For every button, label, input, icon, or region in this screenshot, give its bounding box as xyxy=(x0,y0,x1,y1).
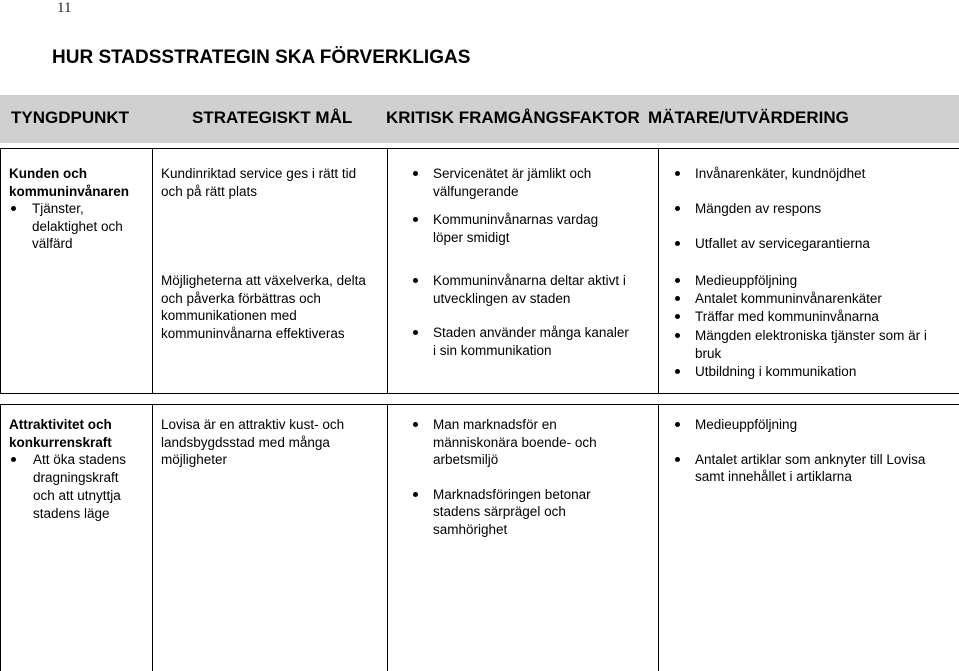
col-rule xyxy=(658,404,659,671)
page-number: 11 xyxy=(57,0,72,16)
measure-item: Antalet artiklar som anknyter till Lovisa samt innehållet i artiklarna xyxy=(673,451,943,486)
header-focus: TYNGDPUNKT xyxy=(11,108,130,127)
factor-item: Marknadsföringen betonar stadens särprägel och samhörighet xyxy=(411,486,611,539)
measure-item: Medieuppföljning xyxy=(673,416,943,434)
col-rule xyxy=(0,404,1,671)
focus-bullet: Tjänster, delaktighet och välfärd xyxy=(9,200,145,253)
measure-cell xyxy=(673,165,953,252)
col-rule xyxy=(387,148,388,393)
factor-item: Kommuninvånarnas vardag löper smidigt xyxy=(411,211,611,246)
col-rule xyxy=(387,404,388,671)
header-goal: STRATEGISKT MÅL xyxy=(192,108,353,127)
measure-item: Medieuppföljning xyxy=(673,272,943,290)
measure-cell xyxy=(673,272,943,381)
factor-cell xyxy=(411,272,631,359)
measure-item: Utfallet av servicegarantierna xyxy=(673,235,953,252)
header-measure: MÄTARE/UTVÄRDERING xyxy=(648,108,849,127)
factor-cell xyxy=(411,416,611,538)
focus-title: Attraktivitet och konkurrenskraft xyxy=(9,417,112,450)
col-rule xyxy=(0,148,1,393)
goal-cell: Möjligheterna att växelverka, delta och påverka förbättras och kommunikationen med kommuninvånarna effektiveras xyxy=(161,273,366,341)
focus-bullet: Att öka stadens dragningskraft och att utnyttja stadens läge xyxy=(9,451,141,522)
measure-item: Mängden elektroniska tjänster som är i bruk xyxy=(673,327,943,363)
focus-title: Kunden och kommuninvånaren xyxy=(9,166,130,199)
measure-item: Utbildning i kommunikation xyxy=(673,363,943,381)
header-success-factor: KRITISK FRAMGÅNGSFAKTOR xyxy=(386,108,640,127)
measure-item: Invånarenkäter, kundnöjdhet xyxy=(673,165,953,182)
measure-item: Mängden av respons xyxy=(673,200,953,217)
col-rule xyxy=(152,404,153,671)
document-title: HUR STADSSTRATEGIN SKA FÖRVERKLIGAS xyxy=(52,47,471,68)
measure-item: Träffar med kommuninvånarna xyxy=(673,308,943,326)
measure-cell xyxy=(673,416,943,486)
goal-cell: Kundinriktad service ges i rätt tid och på rätt plats xyxy=(161,166,357,199)
col-rule xyxy=(658,148,659,393)
rule-section-2-start xyxy=(0,404,959,405)
focus-cell-2 xyxy=(9,416,141,522)
factor-item: Kommuninvånarna deltar aktivt i utvecklingen av staden xyxy=(411,272,631,307)
factor-cell xyxy=(411,165,611,246)
rule-top xyxy=(0,148,959,149)
factor-item: Servicenätet är jämlikt och välfungerande xyxy=(411,165,611,200)
factor-item: Staden använder många kanaler i sin kommunikation xyxy=(411,324,631,359)
rule-section-1-end xyxy=(0,393,959,394)
goal-cell: Lovisa är en attraktiv kust- och landsbygdsstad med många möjligheter xyxy=(161,417,345,467)
measure-item: Antalet kommuninvånarenkäter xyxy=(673,290,943,308)
factor-item: Man marknadsför en människonära boende- och arbetsmiljö xyxy=(411,416,611,469)
col-rule xyxy=(152,148,153,393)
focus-cell-1 xyxy=(9,165,145,253)
